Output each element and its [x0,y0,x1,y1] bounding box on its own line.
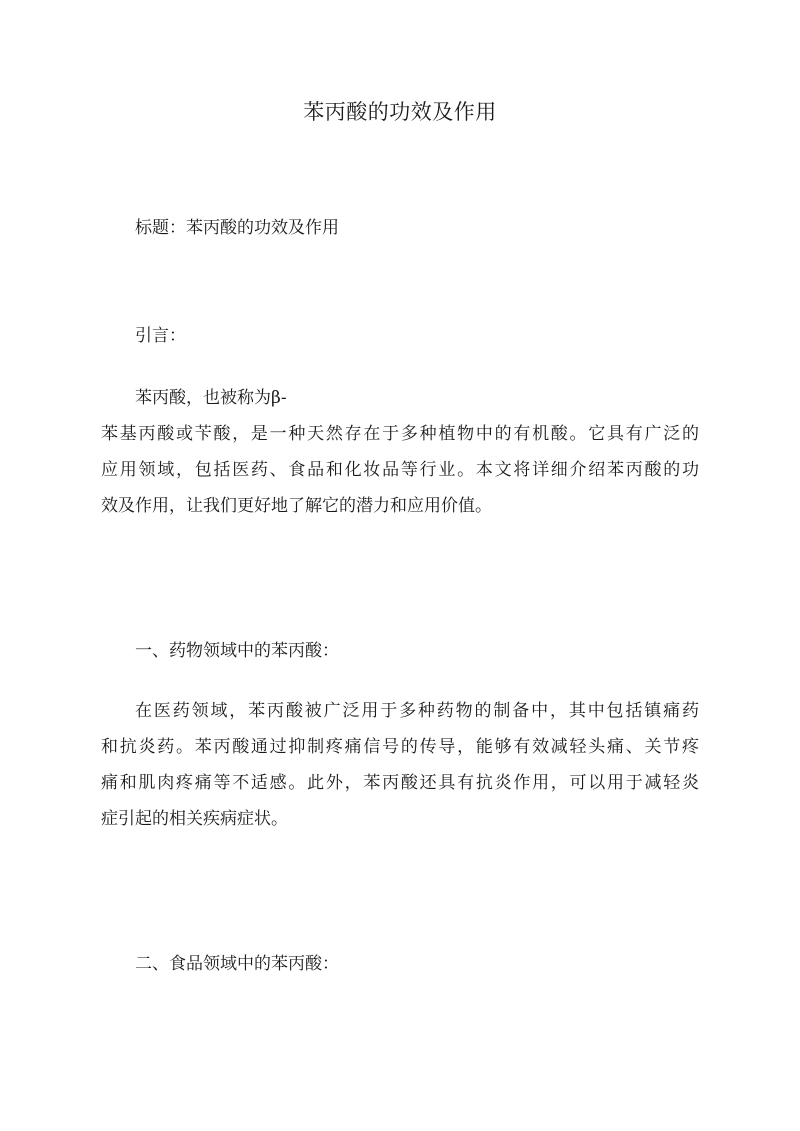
intro-line: 苯丙酸，也被称为β- [135,388,287,408]
intro-line: 效及作用，让我们更好地了解它的潜力和应用价值。 [101,496,492,516]
intro-heading: 引言： [135,326,186,346]
section1-line: 在医药领域，苯丙酸被广泛用于多种药物的制备中，其中包括镇痛药 [135,701,699,721]
document-title: 苯丙酸的功效及作用 [303,100,497,124]
subtitle-line: 标题：苯丙酸的功效及作用 [135,218,339,238]
section1-line: 和抗炎药。苯丙酸通过抑制疼痛信号的传导，能够有效减轻头痛、关节疼 [101,737,699,757]
intro-line: 苯基丙酸或苄酸，是一种天然存在于多种植物中的有机酸。它具有广泛的 [101,424,699,444]
section1-heading: 一、药物领域中的苯丙酸： [135,641,339,661]
section2-heading: 二、食品领域中的苯丙酸： [135,954,339,974]
section1-paragraph [101,693,699,837]
section1-line: 症引起的相关疾病症状。 [101,809,288,829]
intro-paragraph [101,380,699,524]
section1-line: 痛和肌肉疼痛等不适感。此外，苯丙酸还具有抗炎作用，可以用于减轻炎 [101,773,699,793]
intro-line: 应用领域，包括医药、食品和化妆品等行业。本文将详细介绍苯丙酸的功 [101,460,699,480]
